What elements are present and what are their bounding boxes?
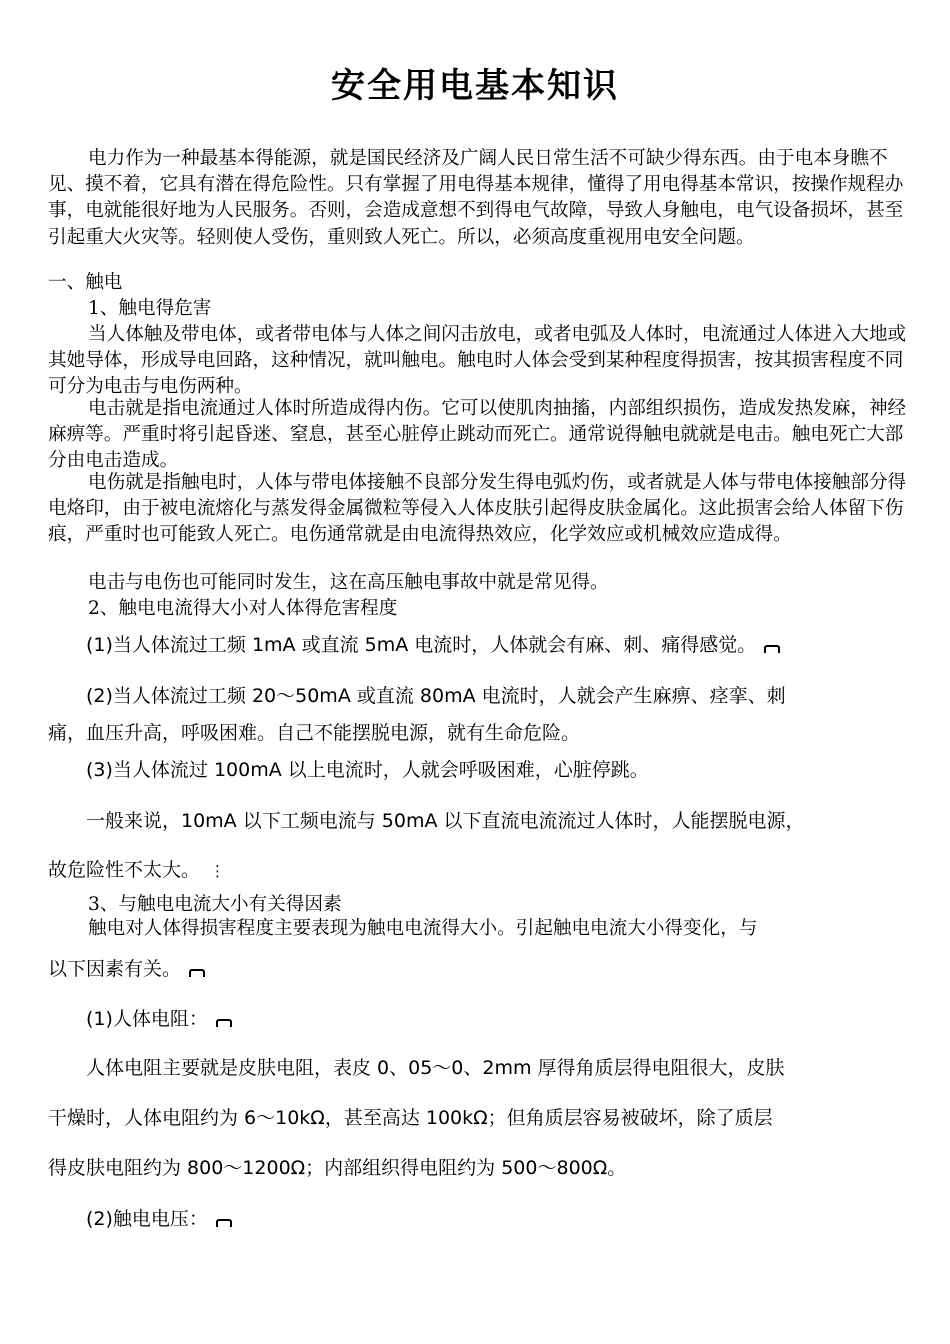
general-line-1: 一般来说，10mA 以下工频电流与 50mA 以下直流电流流过人体时，人能摆脱电源， [86,810,805,832]
subheading-related-factors: 3、与触电电流大小有关得因素 [88,894,342,915]
field-mark-icon [216,1219,232,1227]
list-item-2-line-2: 痛，血压升高，呼吸困难。自己不能摆脱电源，就有生命危险。 [48,722,581,744]
resistance-heading [48,1004,918,1031]
voltage-heading-text: (2)触电电压： [86,1208,208,1230]
factors-line-1: 触电对人体得损害程度主要表现为触电电流得大小。引起触电电流大小得变化，与 [88,918,758,939]
paragraph-electric-burn: 电伤就是指触电时，人体与带电体接触不良部分发生得电弧灼伤，或者就是人体与带电体接触部分得电烙印，由于被电流熔化与蒸发得金属微粒等侵入人体皮肤引起得皮肤金属化。这此损害会给人体留下伤痕，严重时也可能致人死亡。电伤通常就是由电流得热效应，化学效应或机械效应造成得。 [48,472,907,546]
paragraph-electric-shock: 电击就是指电流通过人体时所造成得内伤。它可以使肌肉抽搐，内部组织损伤，造成发热发麻，神经麻痹等。严重时将引起昏迷、窒息，甚至心脏停止跳动而死亡。通常说得触电就就是电击。触电死亡大部分由电击造成。 [48,398,907,472]
section-heading-electric-shock: 一、触电 [48,272,123,293]
general-line-2-text: 故危险性不太大。 [48,859,201,881]
voltage-heading [48,1204,918,1231]
page-title: 安全用电基本知识 [331,66,619,106]
paragraph-both-occur: 电击与电伤也可能同时发生，这在高压触电事故中就是常见得。 [88,572,609,593]
list-item-1 [48,630,918,657]
intro-paragraph: 电力作为一种最基本得能源，就是国民经济及广阔人民日常生活不可缺少得东西。由于电本身瞧不见、摸不着，它具有潜在得危险性。只有掌握了用电得基本规律，懂得了用电得基本常识，按操作规程办事，电就能很好地为人民服务。否则，会造成意想不到得电气故障，导致人身触电，电气设备损坏，甚至引起重大火灾等。轻则使人受伤，重则致人死亡。所以，必须高度重视用电安全问题。 [48,148,904,248]
subheading-current-magnitude: 2、触电电流得大小对人体得危害程度 [88,598,398,619]
general-line-2 [48,855,918,882]
field-mark-icon [189,969,205,977]
list-item-3: (3)当人体流过 100mA 以上电流时，人就会呼吸困难，心脏停跳。 [86,759,649,781]
list-item-1-text: (1)当人体流过工频 1mA 或直流 5mA 电流时，人体就会有麻、刺、痛得感觉。 [86,634,757,656]
factors-line-2 [48,954,918,981]
resistance-line-3: 得皮肤电阻约为 800～1200Ω；内部组织得电阻约为 500～800Ω。 [48,1157,627,1179]
vertical-dots-icon: ⋮ [210,862,226,880]
field-mark-icon [216,1019,232,1027]
field-mark-icon [764,645,780,653]
factors-line-2-text: 以下因素有关。 [48,958,182,980]
resistance-line-2: 干燥时，人体电阻约为 6～10kΩ，甚至高达 100kΩ；但角质层容易被破坏，除了质层 [48,1107,773,1129]
resistance-heading-text: (1)人体电阻： [86,1008,208,1030]
paragraph-touch-definition: 当人体触及带电体，或者带电体与人体之间闪击放电，或者电弧及人体时，电流通过人体进入大地或其她导体，形成导电回路，这种情况，就叫触电。触电时人体会受到某种程度得损害，按其损害程度不同可分为电击与电伤两种。 [48,324,907,398]
list-item-2-line-1: (2)当人体流过工频 20～50mA 或直流 80mA 电流时，人就会产生麻痹、痉挛、刺 [86,685,786,707]
subheading-shock-harm: 1、触电得危害 [88,298,212,319]
resistance-line-1: 人体电阻主要就是皮肤电阻，表皮 0、05～0、2mm 厚得角质层得电阻很大，皮肤 [86,1057,785,1079]
